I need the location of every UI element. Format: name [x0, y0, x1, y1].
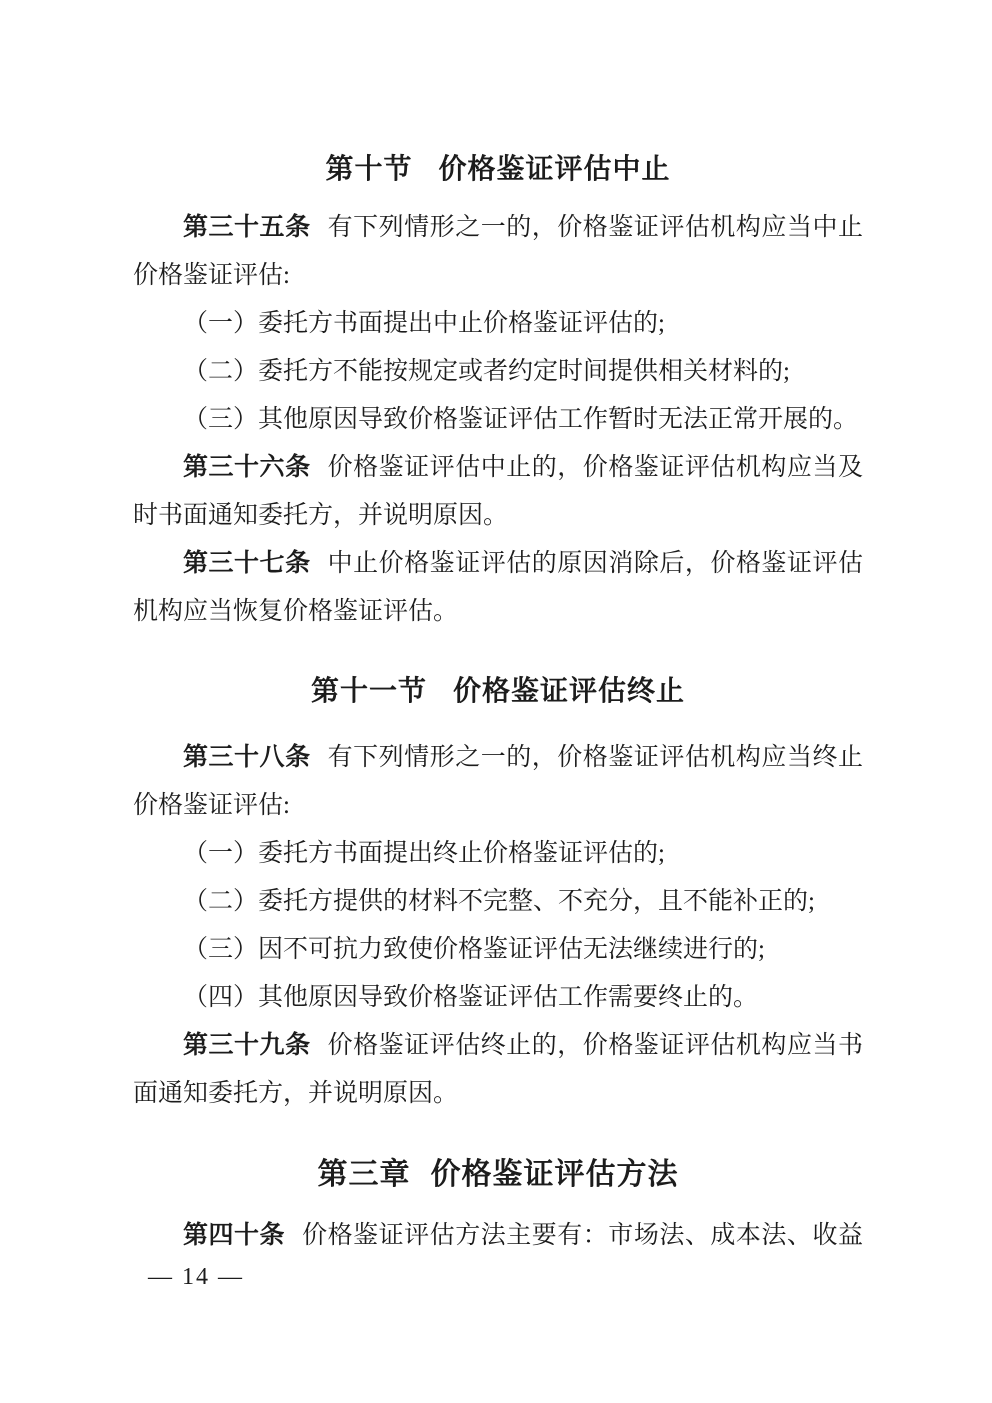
article-35-number: 第三十五条: [183, 214, 311, 241]
article-35-item-3: [133, 396, 863, 444]
article-35-line-2: [133, 252, 863, 300]
article-39-line-1: [133, 1022, 863, 1070]
article-35-text-1: 有下列情形之一的，价格鉴证评估机构应当中止: [327, 214, 863, 241]
article-35-text-2: 价格鉴证评估:: [133, 262, 290, 289]
article-35-item-2-text: （二）委托方不能按规定或者约定时间提供相关材料的;: [183, 358, 790, 385]
article-38-text-2: 价格鉴证评估:: [133, 792, 290, 819]
article-36-number: 第三十六条: [183, 454, 311, 481]
article-38-item-4-text: （四）其他原因导致价格鉴证评估工作需要终止的。: [183, 984, 759, 1011]
article-39-line-2: [133, 1070, 863, 1118]
article-40-line-1: [133, 1212, 863, 1260]
article-38-item-4: [133, 974, 863, 1022]
article-35-item-3-text: （三）其他原因导致价格鉴证评估工作暂时无法正常开展的。: [183, 406, 859, 433]
section-10-heading-num: 第十节: [325, 154, 413, 185]
article-36-text-1: 价格鉴证评估中止的，价格鉴证评估机构应当及: [327, 454, 863, 481]
article-39-number: 第三十九条: [183, 1032, 311, 1059]
article-38-item-1-text: （一）委托方书面提出终止价格鉴证评估的;: [183, 840, 665, 867]
article-38-item-1: [133, 830, 863, 878]
article-35-item-2: [133, 348, 863, 396]
article-35-item-1-text: （一）委托方书面提出中止价格鉴证评估的;: [183, 310, 665, 337]
article-38-number: 第三十八条: [183, 744, 311, 771]
article-38-item-2-text: （二）委托方提供的材料不完整、不充分，且不能补正的;: [183, 888, 815, 915]
article-38-item-3: [133, 926, 863, 974]
page-number: — 14 —: [148, 1264, 244, 1290]
article-36-line-1: [133, 444, 863, 492]
article-37-text-2: 机构应当恢复价格鉴证评估。: [133, 598, 459, 625]
chapter-3-heading: [133, 1154, 863, 1196]
section-10-heading: [133, 150, 863, 190]
article-38-item-3-text: （三）因不可抗力致使价格鉴证评估无法继续进行的;: [183, 936, 765, 963]
section-11-heading-title: 价格鉴证评估终止: [453, 676, 686, 707]
chapter-3-heading-num: 第三章: [317, 1158, 411, 1191]
article-38-text-1: 有下列情形之一的，价格鉴证评估机构应当终止: [327, 744, 863, 771]
article-35-line-1: [133, 204, 863, 252]
article-37-line-2: [133, 588, 863, 636]
article-37-text-1: 中止价格鉴证评估的原因消除后，价格鉴证评估: [327, 550, 863, 577]
article-38-line-1: [133, 734, 863, 782]
article-37-number: 第三十七条: [183, 550, 311, 577]
article-40-number: 第四十条: [183, 1222, 286, 1249]
article-38-line-2: [133, 782, 863, 830]
article-37-line-1: [133, 540, 863, 588]
article-36-text-2: 时书面通知委托方，并说明原因。: [133, 502, 509, 529]
article-39-text-1: 价格鉴证评估终止的，价格鉴证评估机构应当书: [327, 1032, 863, 1059]
section-11-heading-num: 第十一节: [310, 676, 427, 707]
section-11-heading: [133, 672, 863, 712]
article-35-item-1: [133, 300, 863, 348]
chapter-3-heading-title: 价格鉴证评估方法: [430, 1158, 679, 1191]
article-38-item-2: [133, 878, 863, 926]
article-40-text-1: 价格鉴证评估方法主要有：市场法、成本法、收益: [302, 1222, 863, 1249]
article-39-text-2: 面通知委托方，并说明原因。: [133, 1080, 459, 1107]
article-36-line-2: [133, 492, 863, 540]
section-10-heading-title: 价格鉴证评估中止: [438, 154, 671, 185]
